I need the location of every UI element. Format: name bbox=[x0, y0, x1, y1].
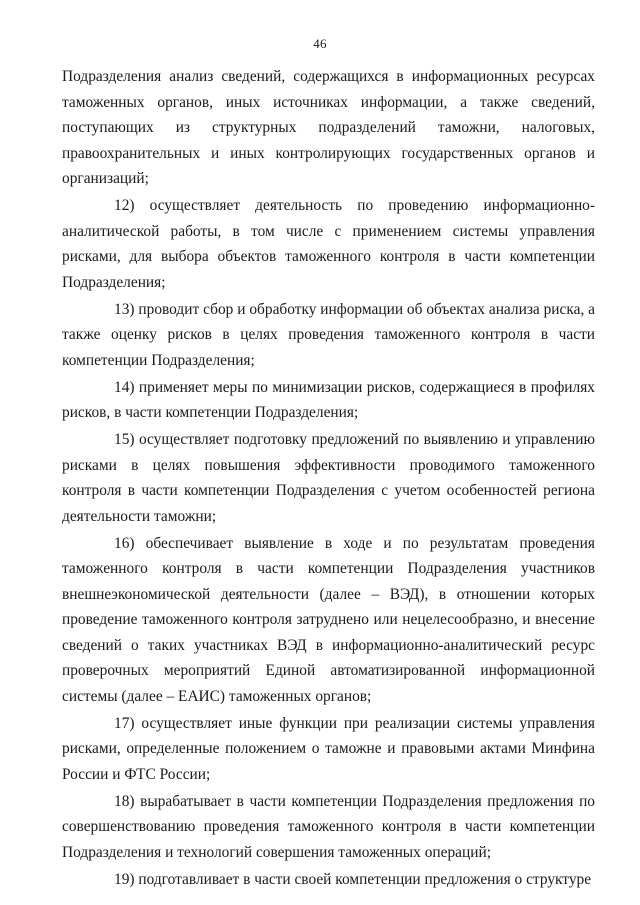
page-number: 46 bbox=[313, 36, 327, 51]
paragraph-item-17: 17) осуществляет иные функции при реализации системы управления рисками, определенные положением о таможне и правовыми актами Минфина России и ФТС России; bbox=[62, 714, 595, 783]
document-body bbox=[62, 64, 595, 894]
paragraph-item-16: 16) обеспечивает выявление в ходе и по результатам проведения таможенного контроля в части компетенции Подразделения участников внешнеэкономической деятельности (далее – ВЭД), в отношении которых проведение таможенного контроля затруднено или нецелесообразно, и внесение сведений о таких участниках ВЭД в информационно-аналитический ресурс проверочных мероприятий Единой автоматизированной информационной системы (далее – ЕАИС) таможенных органов; bbox=[62, 534, 595, 705]
paragraph-continuation: Подразделения анализ сведений, содержащихся в информационных ресурсах таможенных органов, иных источниках информации, а также сведений, поступающих из структурных подразделений таможни, налоговых, правоохранительных и иных контролирующих государственных органов и организаций; bbox=[62, 68, 595, 187]
paragraph-item-19: 19) подготавливает в части своей компетенции предложения о структуре bbox=[114, 870, 592, 888]
paragraph-item-14: 14) применяет меры по минимизации рисков, содержащиеся в профилях рисков, в части компетенции Подразделения; bbox=[62, 378, 595, 421]
paragraph-item-18: 18) вырабатывает в части компетенции Подразделения предложения по совершенствованию проведения таможенного контроля в части компетенции Подразделения и технологий совершения таможенных операций; bbox=[62, 792, 595, 861]
paragraph-item-15: 15) осуществляет подготовку предложений по выявлению и управлению рисками в целях повышения эффективности проводимого таможенного контроля в части компетенции Подразделения с учетом особенностей региона деятельности таможни; bbox=[62, 431, 595, 525]
paragraph-item-12: 12) осуществляет деятельность по проведению информационно-аналитической работы, в том числе с применением системы управления рисками, для выбора объектов таможенного контроля в части компетенции Подразделения; bbox=[62, 197, 595, 291]
paragraph-item-13: 13) проводит сбор и обработку информации об объектах анализа риска, а также оценку рисков в целях проведения таможенного контроля в части компетенции Подразделения; bbox=[62, 300, 595, 369]
